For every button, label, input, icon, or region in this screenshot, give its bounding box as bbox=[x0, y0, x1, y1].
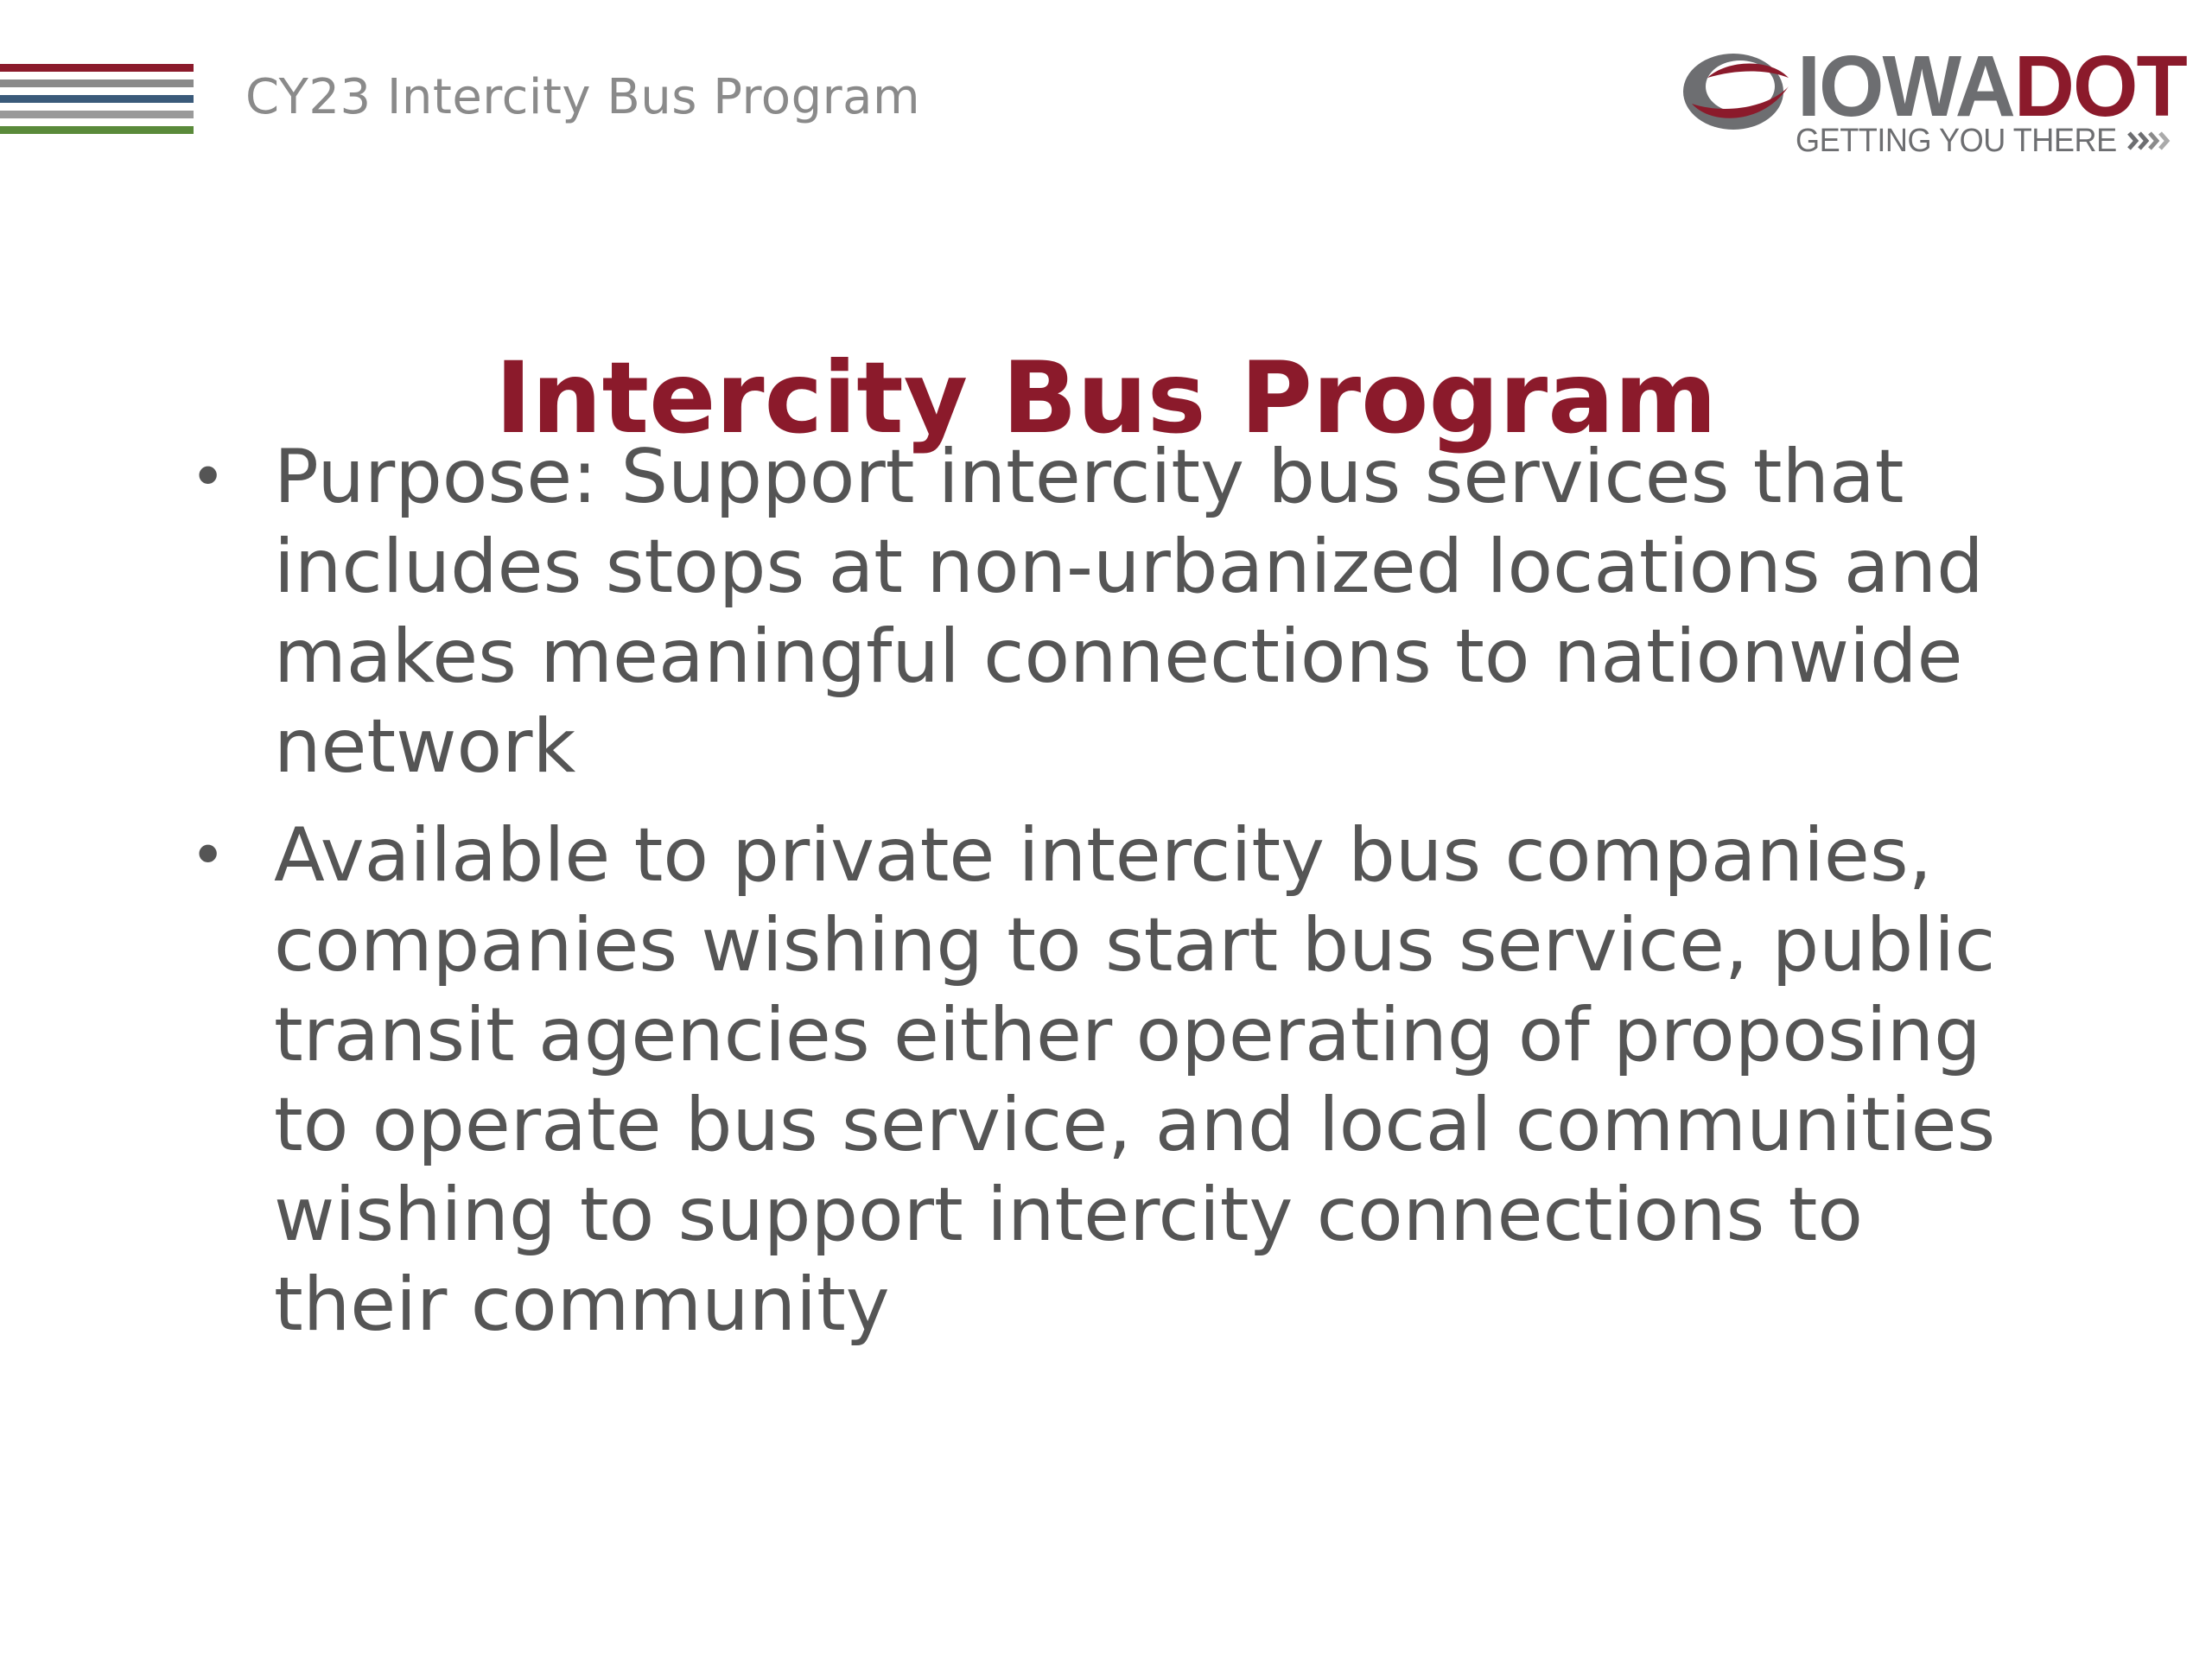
header-stripe bbox=[0, 126, 194, 134]
slide-title: Intercity Bus Program bbox=[495, 340, 1717, 456]
logo-chevrons-icon bbox=[2126, 128, 2177, 154]
logo-tagline: GETTING YOU THERE bbox=[1796, 123, 2117, 159]
header-stripe bbox=[0, 111, 194, 118]
header-stripe bbox=[0, 79, 194, 87]
header-stripes bbox=[0, 64, 194, 133]
header-title: CY23 Intercity Bus Program bbox=[245, 69, 921, 125]
logo-wordmark bbox=[1797, 38, 2186, 135]
logo-swoosh-icon bbox=[1676, 43, 1797, 138]
bullet-text: Available to private intercity bus companies, companies wishing to start bus service, public transit agencies either operating of proposing to operate bus service, and local communities wishing to support intercity connections to their community bbox=[274, 812, 1996, 1348]
bullet-item bbox=[173, 432, 2056, 791]
bullet-text: Purpose: Support intercity bus services that includes stops at non-urbanized locations and makes meaningful connections to nationwide network bbox=[274, 434, 1984, 790]
bullet-marker: • bbox=[190, 820, 226, 891]
logo-wordmark-iowa: IOWA bbox=[1797, 38, 2014, 135]
iowa-dot-logo bbox=[1676, 38, 2186, 162]
bullet-list bbox=[173, 432, 2056, 1369]
bullet-item bbox=[173, 810, 2056, 1350]
logo-wordmark-dot: DOT bbox=[2013, 38, 2186, 135]
header-stripe bbox=[0, 95, 194, 103]
bullet-marker: • bbox=[190, 442, 226, 512]
header-stripe bbox=[0, 64, 194, 72]
